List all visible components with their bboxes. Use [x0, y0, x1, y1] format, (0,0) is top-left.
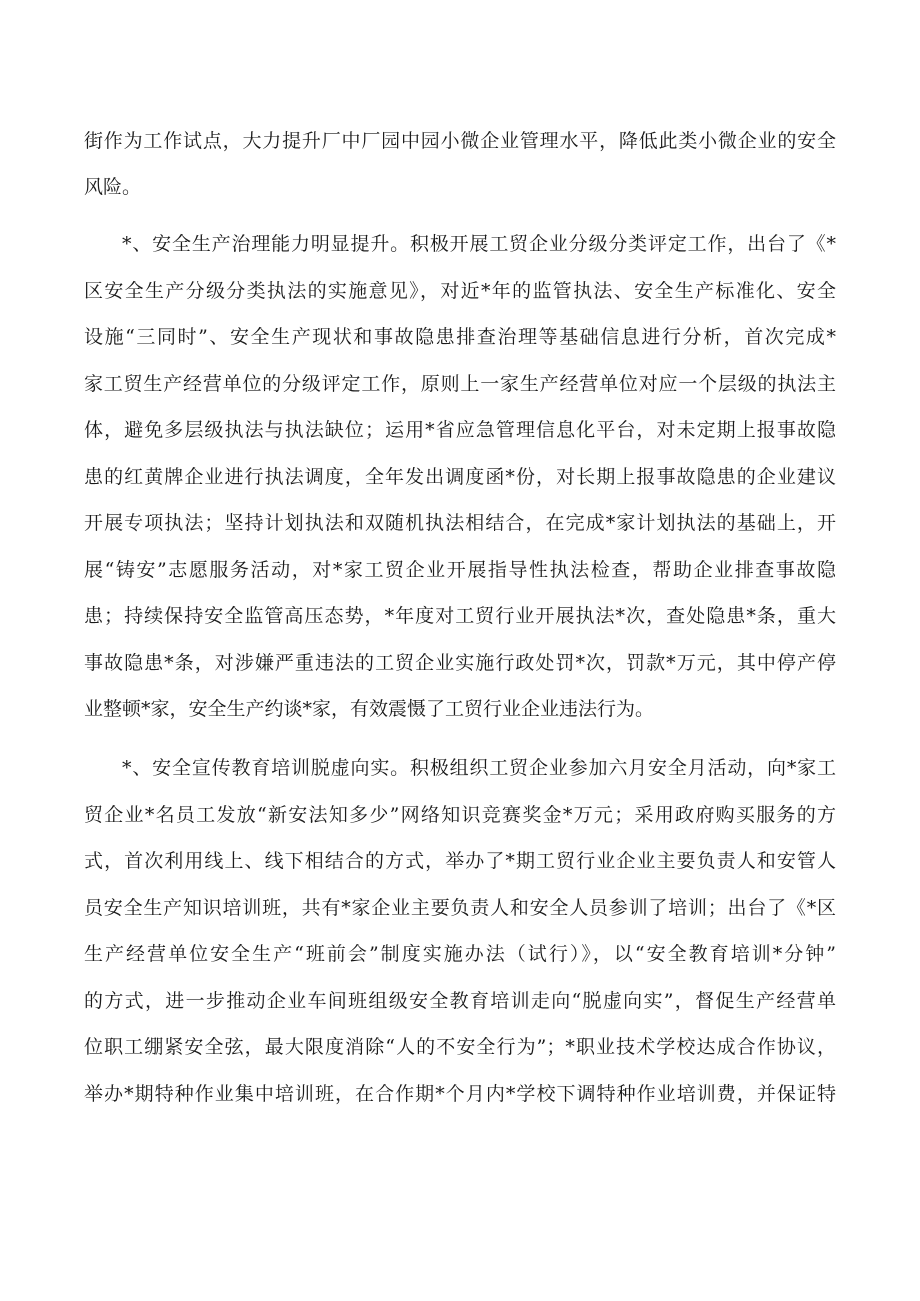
paragraph-3-line-8: 举办*期特种作业集中培训班，在合作期*个月内*学校下调特种作业培训费，并保证特 [84, 1083, 836, 1105]
paragraph-3-line-1: *、安全宣传教育培训脱虚向实。积极组织工贸企业参加六月安全月活动，向*家工 [122, 757, 836, 779]
paragraph-2-line-7: 开展专项执法；坚持计划执法和双随机执法相结合，在完成*家计划执法的基础上，开 [84, 512, 836, 534]
paragraph-2-line-4: 家工贸生产经营单位的分级评定工作，原则上一家生产经营单位对应一个层级的执法主 [84, 373, 836, 395]
paragraph-1-line-1: 街作为工作试点，大力提升厂中厂园中园小微企业管理水平，降低此类小微企业的安全 [84, 130, 836, 152]
paragraph-2-line-10: 事故隐患*条，对涉嫌严重违法的工贸企业实施行政处罚*次，罚款*万元，其中停产停 [84, 652, 836, 674]
paragraph-2-line-8: 展“铸安”志愿服务活动，对*家工贸企业开展指导性执法检查，帮助企业排查事故隐 [84, 559, 836, 581]
paragraph-3-line-2: 贸企业*名员工发放“新安法知多少”网络知识竞赛奖金*万元；采用政府购买服务的方 [84, 804, 836, 826]
paragraph-3-line-7: 位职工绷紧安全弦，最大限度消除“人的不安全行为”；*职业技术学校达成合作协议， [84, 1036, 836, 1058]
paragraph-2-line-5: 体，避免多层级执法与执法缺位；运用*省应急管理信息化平台，对未定期上报事故隐 [84, 419, 836, 441]
paragraph-2-line-9: 患；持续保持安全监管高压态势，*年度对工贸行业开展执法*次，查处隐患*条，重大 [84, 605, 836, 627]
paragraph-2-line-1: *、安全生产治理能力明显提升。积极开展工贸企业分级分类评定工作，出台了《* [122, 233, 836, 255]
paragraph-3-line-5: 生产经营单位安全生产“班前会”制度实施办法（试行）》，以“安全教育培训*分钟” [84, 943, 836, 965]
paragraph-3-line-3: 式，首次利用线上、线下相结合的方式，举办了*期工贸行业企业主要负责人和安管人 [84, 850, 836, 872]
paragraph-3-line-6: 的方式，进一步推动企业车间班组级安全教育培训走向“脱虚向实”，督促生产经营单 [84, 990, 836, 1012]
paragraph-1-line-2: 风险。 [84, 176, 142, 198]
paragraph-2-line-6: 患的红黄牌企业进行执法调度，全年发出调度函*份，对长期上报事故隐患的企业建议 [84, 466, 836, 488]
paragraph-2-line-11: 业整顿*家，安全生产约谈*家，有效震慑了工贸行业企业违法行为。 [84, 698, 655, 720]
paragraph-2-line-3: 设施“三同时”、安全生产现状和事故隐患排查治理等基础信息进行分析，首次完成* [84, 326, 836, 348]
paragraph-3-line-4: 员安全生产知识培训班，共有*家企业主要负责人和安全人员参训了培训；出台了《*区 [84, 897, 836, 919]
paragraph-2-line-2: 区安全生产分级分类执法的实施意见》，对近*年的监管执法、安全生产标准化、安全 [84, 280, 836, 302]
